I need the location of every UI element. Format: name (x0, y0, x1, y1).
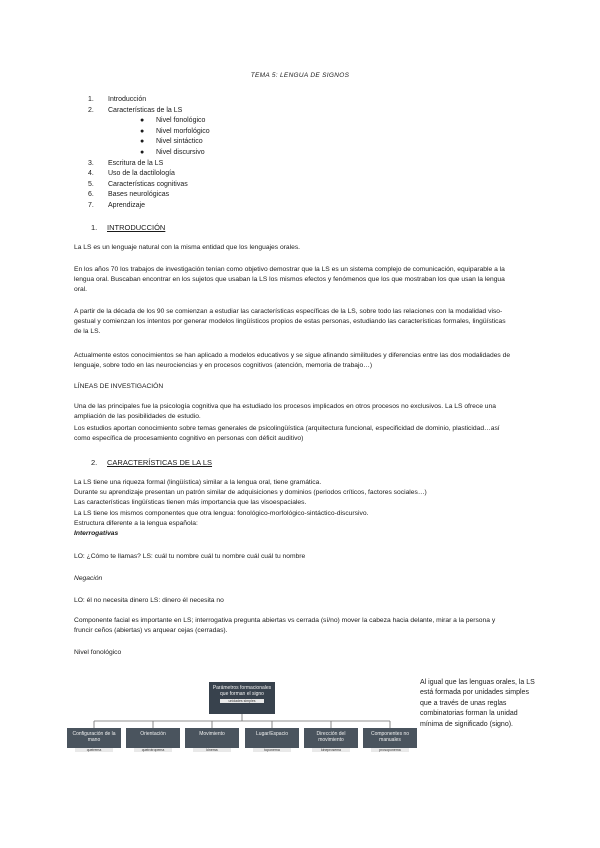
node-tag: queirotropema (134, 748, 172, 752)
diagram-node-direccion: Dirección del movimiento kineprosema (304, 728, 358, 748)
toc-item: 3. Escritura de la LS (88, 159, 164, 167)
text-line: Durante su aprendizaje presentan un patrón similar de adquisiciones y dominios (periodos críticos, factores sociales…) (74, 489, 427, 497)
document-title: TEMA 5: LENGUA DE SIGNOS (250, 72, 350, 79)
example-negacion: LO: él no necesita dinero LS: dinero él necesita no (74, 597, 224, 604)
toc-item: 7. Aprendizaje (88, 201, 145, 209)
diagram-node-no-manuales: Componentes no manuales prosoponema (363, 728, 417, 748)
paragraph: En los años 70 los trabajos de investigación tenían como objetivo demostrar que la LS es un sistema complejo de comunicación, equiparable a la lengua oral. Buscaban encontrar en los sujetos que usaban la LS los mismos efectos y fenómenos que los que mostraban los que usan la lengua oral. (74, 266, 505, 294)
characteristics-list (74, 478, 514, 539)
diagram-node-configuracion: Configuración de la mano queirema (67, 728, 121, 748)
subheading-negacion: Negación (74, 575, 103, 582)
text-line: Las características lingüísticas tienen más importancia que las visoespaciales. (74, 499, 307, 507)
paragraph: Actualmente estos conocimientos se han aplicado a modelos educativos y se sigue afinando similitudes y diferencias entre las dos modalidades de lenguaje, sobre todo en las neurociencias y en procesos cognitivos (atención, memoria de trabajo…) (74, 352, 511, 370)
table-of-contents (88, 95, 210, 212)
subheading-interrogativas: Interrogativas (74, 530, 119, 538)
toc-item: 4. Uso de la dactilología (88, 170, 175, 178)
paragraph: A partir de la década de los 90 se comienzan a estudiar las características específicas de la LS, sobre todo las relaciones con la modalidad viso-gestual y comienzan los intentos por generar modelos lingüísticos propios de estas personas, estudiando las características formales, lingüísticas de la LS. (74, 308, 506, 336)
diagram-node-lugar: Lugar/Espacio toponema (245, 728, 299, 748)
bullet-icon: ● (140, 138, 145, 146)
paragraph: Los estudios aportan conocimiento sobre temas generales de psicolingüística (arquitectura funcional, especificidad de dominio, plasticidad…así como específica de procesamiento cognitivo en personas con déficit auditivo) (74, 425, 500, 443)
subheading-nivel-fonologico: Nivel fonológico (74, 649, 122, 656)
section-heading-caracteristicas: 2. CARACTERÍSTICAS DE LA LS (91, 458, 213, 467)
toc-item: 1. Introducción (88, 96, 147, 103)
side-note: Al igual que las lenguas orales, la LS está formada por unidades simples que a través de unas reglas combinatorias forman la unidad mínima de significado (signo). (420, 679, 535, 728)
node-tag: queirema (75, 748, 113, 752)
text-line: La LS tiene una riqueza formal (lingüística) similar a la lengua oral, tiene gramática. (74, 479, 322, 486)
toc-subitem: ● Nivel fonológico (88, 116, 210, 127)
toc-item: 2. Características de la LS (88, 106, 183, 114)
node-tag: kinema (193, 748, 231, 752)
node-tag: unidades simples (220, 699, 264, 703)
formational-parameters-diagram (66, 678, 418, 768)
paragraph: La LS es un lenguaje natural con la misma entidad que los lenguajes orales. (74, 244, 301, 251)
bullet-icon: ● (140, 127, 145, 135)
node-tag: toponema (253, 748, 291, 752)
paragraph: Una de las principales fue la psicología cognitiva que ha estudiado los procesos implicados en otros procesos no exclusivos. La LS ofrece una ampliación de las posibilidades de estudio. (74, 403, 496, 421)
paragraph: Componente facial es importante en LS; interrogativa pregunta abiertas vs cerrada (sí/no) mover la cabeza hacia delante, mirar a la persona y fruncir ceños (abiertas) vs arquear cejas (cerradas). (74, 617, 496, 635)
diagram-node-orientacion: Orientación queirotropema (126, 728, 180, 748)
toc-subitem: ● Nivel discursivo (88, 148, 210, 159)
section-heading-lineas: LÍNEAS DE INVESTIGACIÓN (74, 383, 164, 390)
node-tag: kineprosema (312, 748, 350, 752)
diagram-node-movimiento: Movimiento kinema (185, 728, 239, 748)
toc-subitem: ● Nivel morfológico (88, 127, 210, 138)
node-tag: prosoponema (371, 748, 409, 752)
section-heading-introduccion: 1. INTRODUCCIÓN (91, 223, 166, 232)
text-line: Estructura diferente a la lengua española: (74, 519, 198, 527)
toc-subitem: ● Nivel sintáctico (88, 137, 210, 148)
toc-item: 6. Bases neurológicas (88, 191, 170, 199)
toc-item: 5. Características cognitivas (88, 180, 188, 188)
diagram-root-node: Parámetros formacionales que forman el signo unidades simples (209, 682, 275, 714)
bullet-icon: ● (140, 117, 145, 125)
bullet-icon: ● (140, 148, 145, 156)
text-line: La LS tiene los mismos componentes que otra lengua: fonológico-morfológico-sintáctico-discursivo. (74, 509, 369, 517)
example-interrogativa: LO: ¿Cómo te llamas? LS: cuál tu nombre cuál tu nombre cuál cuál tu nombre (74, 553, 306, 560)
